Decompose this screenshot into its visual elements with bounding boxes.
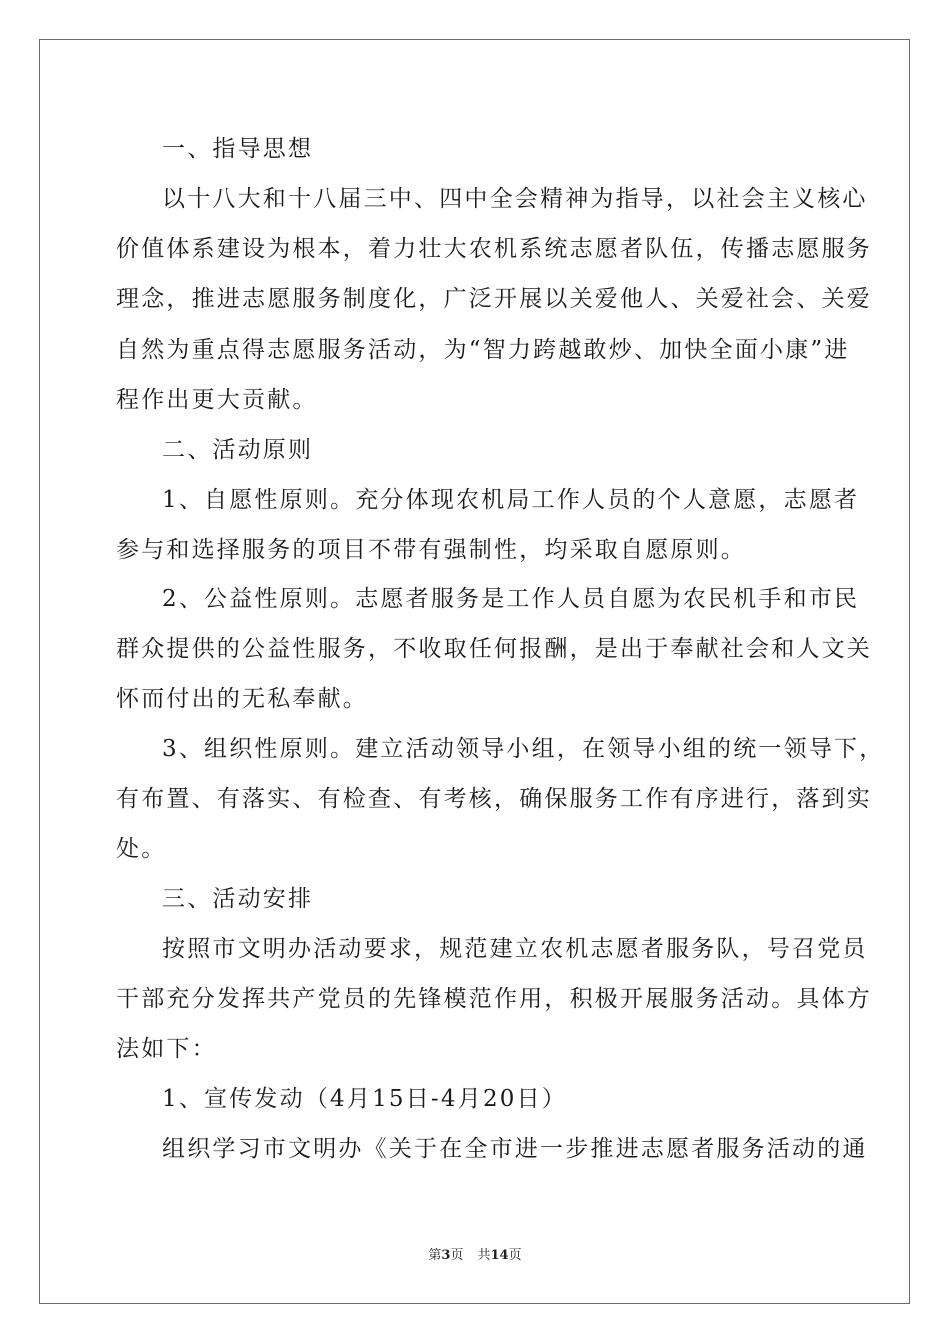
paragraph-line: 按照市文明办活动要求，规范建立农机志愿者服务队，号召党员 [162,936,868,962]
paragraph-line: 程作出更大贡献。 [116,387,318,413]
paragraph-line: 以十八大和十八届三中、四中全会精神为指导，以社会主义核心 [162,186,868,212]
paragraph-line: 1、自愿性原则。充分体现农机局工作人员的个人意愿，志愿者 [162,487,860,513]
page-border [39,39,910,1304]
paragraph-line: 价值体系建设为根本，着力壮大农机系统志愿者队伍，传播志愿服务 [116,236,872,262]
total-suffix: 页 [508,1248,522,1263]
paragraph-line: 法如下： [116,1036,217,1062]
total-prefix: 共 [477,1248,491,1263]
paragraph-line: 3、组织性原则。建立活动领导小组，在领导小组的统一领导下， [162,736,885,762]
paragraph-line: 参与和选择服务的项目不带有强制性，均采取自愿原则。 [116,537,746,563]
page-prefix: 第 [428,1248,442,1263]
paragraph-line: 怀而付出的无私奉献。 [116,686,368,712]
heading-guiding-thought: 一、指导思想 [162,136,314,162]
paragraph-line: 处。 [116,836,167,862]
paragraph-line: 有布置、有落实、有检查、有考核，确保服务工作有序进行，落到实 [116,786,872,812]
paragraph-line: 理念，推进志愿服务制度化，广泛开展以关爱他人、关爱社会、关爱 [116,286,872,312]
paragraph-line: 干部充分发挥共产党员的先锋模范作用，积极开展服务活动。具体方 [116,986,872,1012]
heading-activity-arrangement: 三、活动安排 [162,886,314,912]
paragraph-line: 自然为重点得志愿服务活动，为“智力跨越敢炒、加快全面小康”进 [116,337,850,363]
paragraph-line: 群众提供的公益性服务，不收取任何报酬，是出于奉献社会和人文关 [116,636,872,662]
heading-activity-principles: 二、活动原则 [162,437,314,463]
page-total: 14 [490,1248,509,1263]
page-suffix: 页 [450,1248,464,1263]
page-footer [0,1248,950,1264]
paragraph-line: 2、公益性原则。志愿者服务是工作人员自愿为农民机手和市民 [162,586,860,612]
page-current: 3 [441,1248,451,1263]
paragraph-line: 组织学习市文明办《关于在全市进一步推进志愿者服务活动的通 [162,1136,868,1162]
subheading-publicity: 1、宣传发动（4月15日-4月20日） [162,1086,568,1112]
